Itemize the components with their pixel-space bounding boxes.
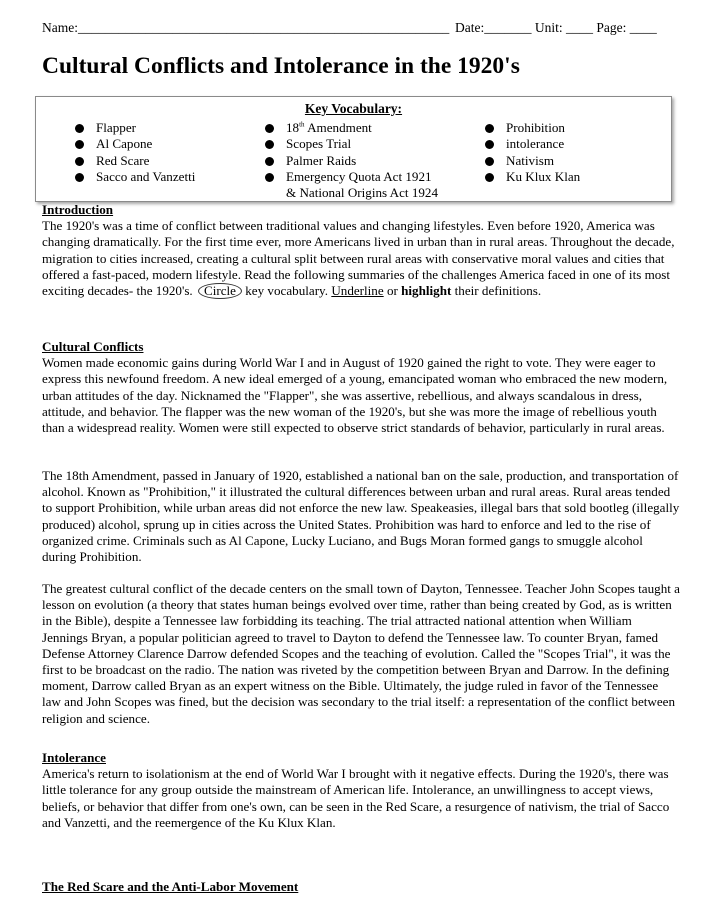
vocab-item: Scopes Trial <box>261 136 438 152</box>
page-title: Cultural Conflicts and Intolerance in the 1920's <box>42 53 520 79</box>
bullet-icon <box>485 140 494 149</box>
vocab-item: Red Scare <box>71 153 195 169</box>
vocab-column-1 <box>71 120 195 185</box>
bullet-icon <box>265 140 274 149</box>
introduction-paragraph: The 1920's was a time of conflict between traditional values and changing lifestyles. Even before 1920, America was changing dramatically. For the first time ever, more Americans lived in urban than in rural areas. Throughout the decade, migration to cities increased, creating a cultural split between rural areas with conservative moral values and cities that offered a fast-paced, modern lifestyle. Read the following summaries of the challenges America faced in one of its most exciting decades- the 1920's. Circle key vocabulary. Underline or highlight their definitions. <box>42 218 675 299</box>
key-vocabulary-box <box>35 96 672 202</box>
red-scare-section <box>42 879 680 895</box>
prohibition-section <box>42 468 680 565</box>
vocab-item: intolerance <box>481 136 580 152</box>
cultural-conflicts-section <box>42 339 680 436</box>
intolerance-section <box>42 750 680 831</box>
scopes-trial-paragraph: The greatest cultural conflict of the decade centers on the small town of Dayton, Tennessee. Teacher John Scopes taught a lesson on evolution (a theory that states human beings evolved over time, rather than being created by God, as is written in the Bible), despite a Tennessee law forbidding its teaching. The trial attracted national attention when William Jennings Bryan, a popular politician agreed to travel to Dayton to defend the Tennessee law. To counter Bryan, famed Defense Attorney Clarence Darrow defended Scopes and the teaching of evolution. Called the "Scopes Trial", it was the first to be broadcast on the radio. The nation was riveted by the competition between Bryan and Darrow. In the defining moment, Darrow called Bryan as an expert witness on the Bible. Ultimately, the judge ruled in favor of the Tennessee law and John Scopes was fined, but the decision was secondary to the trial itself: a representation of the conflict between religion and science. <box>42 581 680 726</box>
bullet-icon <box>75 157 84 166</box>
highlight-word: highlight <box>401 283 452 299</box>
flapper-paragraph: Women made economic gains during World War I and in August of 1920 gained the right to vote. They were eager to express this newfound freedom. A new ideal emerged of a young, emancipated woman who embraced the new modern, urban attitudes of the day. Nicknamed the "Flapper", she was assertive, rebellious, and always scandalous in dress, attitude, and behavior. The flapper was the new woman of the 1920's, but she was more the image of rebellious youth than a widespread reality. Women were still expected to observe strict standards of behavior, particularly in rural areas. <box>42 355 668 436</box>
vocab-item: Flapper <box>71 120 195 136</box>
bullet-icon <box>265 124 274 133</box>
circled-word: Circle <box>198 283 242 299</box>
bullet-icon <box>75 173 84 182</box>
bullet-icon <box>265 173 274 182</box>
vocab-heading: Key Vocabulary: <box>304 101 403 116</box>
vocab-item: Sacco and Vanzetti <box>71 169 195 185</box>
vocab-item: Palmer Raids <box>261 153 438 169</box>
underlined-word: Underline <box>331 283 384 299</box>
vocab-item: Ku Klux Klan <box>481 169 580 185</box>
vocab-column-2 <box>261 120 438 201</box>
prohibition-paragraph: The 18th Amendment, passed in January of 1920, established a national ban on the sale, production, and transportation of alcohol. Known as "Prohibition," it illustrated the cultural differences between urban and rural areas. Rural areas tended to support Prohibition, while urban areas did not enforce the new law. Speakeasies, illegal bars that sold bootleg (illegally produced) alcohol, sprung up in cities across the United States. Prohibition was hard to enforce and led to the rise of organized crime. Criminals such as Al Capone, Lucky Luciano, and Bugs Moran formed gangs to smuggle alcohol during Prohibition. <box>42 468 680 565</box>
vocab-item: Emergency Quota Act 1921 <box>261 169 438 185</box>
bullet-icon <box>75 140 84 149</box>
vocab-item: 18th Amendment <box>261 120 438 136</box>
red-scare-heading: The Red Scare and the Anti-Labor Movement <box>42 879 299 894</box>
bullet-icon <box>265 157 274 166</box>
vocab-item: Al Capone <box>71 136 195 152</box>
intolerance-heading: Intolerance <box>42 750 106 765</box>
bullet-icon <box>485 157 494 166</box>
bullet-icon <box>75 124 84 133</box>
vocab-item: Prohibition <box>481 120 580 136</box>
name-field: Name:_______________________________________________________ <box>42 20 450 35</box>
vocab-item-continuation: & National Origins Act 1924 <box>286 185 439 201</box>
scopes-trial-section <box>42 581 680 727</box>
introduction-heading: Introduction <box>42 202 114 217</box>
bullet-icon <box>485 173 494 182</box>
vocab-column-3 <box>481 120 580 185</box>
vocab-item: Nativism <box>481 153 580 169</box>
header-line <box>42 20 682 36</box>
bullet-icon <box>485 124 494 133</box>
introduction-section <box>42 202 680 299</box>
date-unit-page-fields: Date:_______ Unit: ____ Page: ____ <box>455 20 657 35</box>
cultural-conflicts-heading: Cultural Conflicts <box>42 339 144 354</box>
intolerance-paragraph: America's return to isolationism at the end of World War I brought with it negative effects. During the 1920's, there was little tolerance for any group outside the mainstream of American life. Intolerance, an unwillingness to accept views, beliefs, or behavior that differ from one's own, can be seen in the Red Scare, a resurgence of nativism, the trial of Sacco and Vanzetti, and the reemergence of the Ku Klux Klan. <box>42 766 670 830</box>
